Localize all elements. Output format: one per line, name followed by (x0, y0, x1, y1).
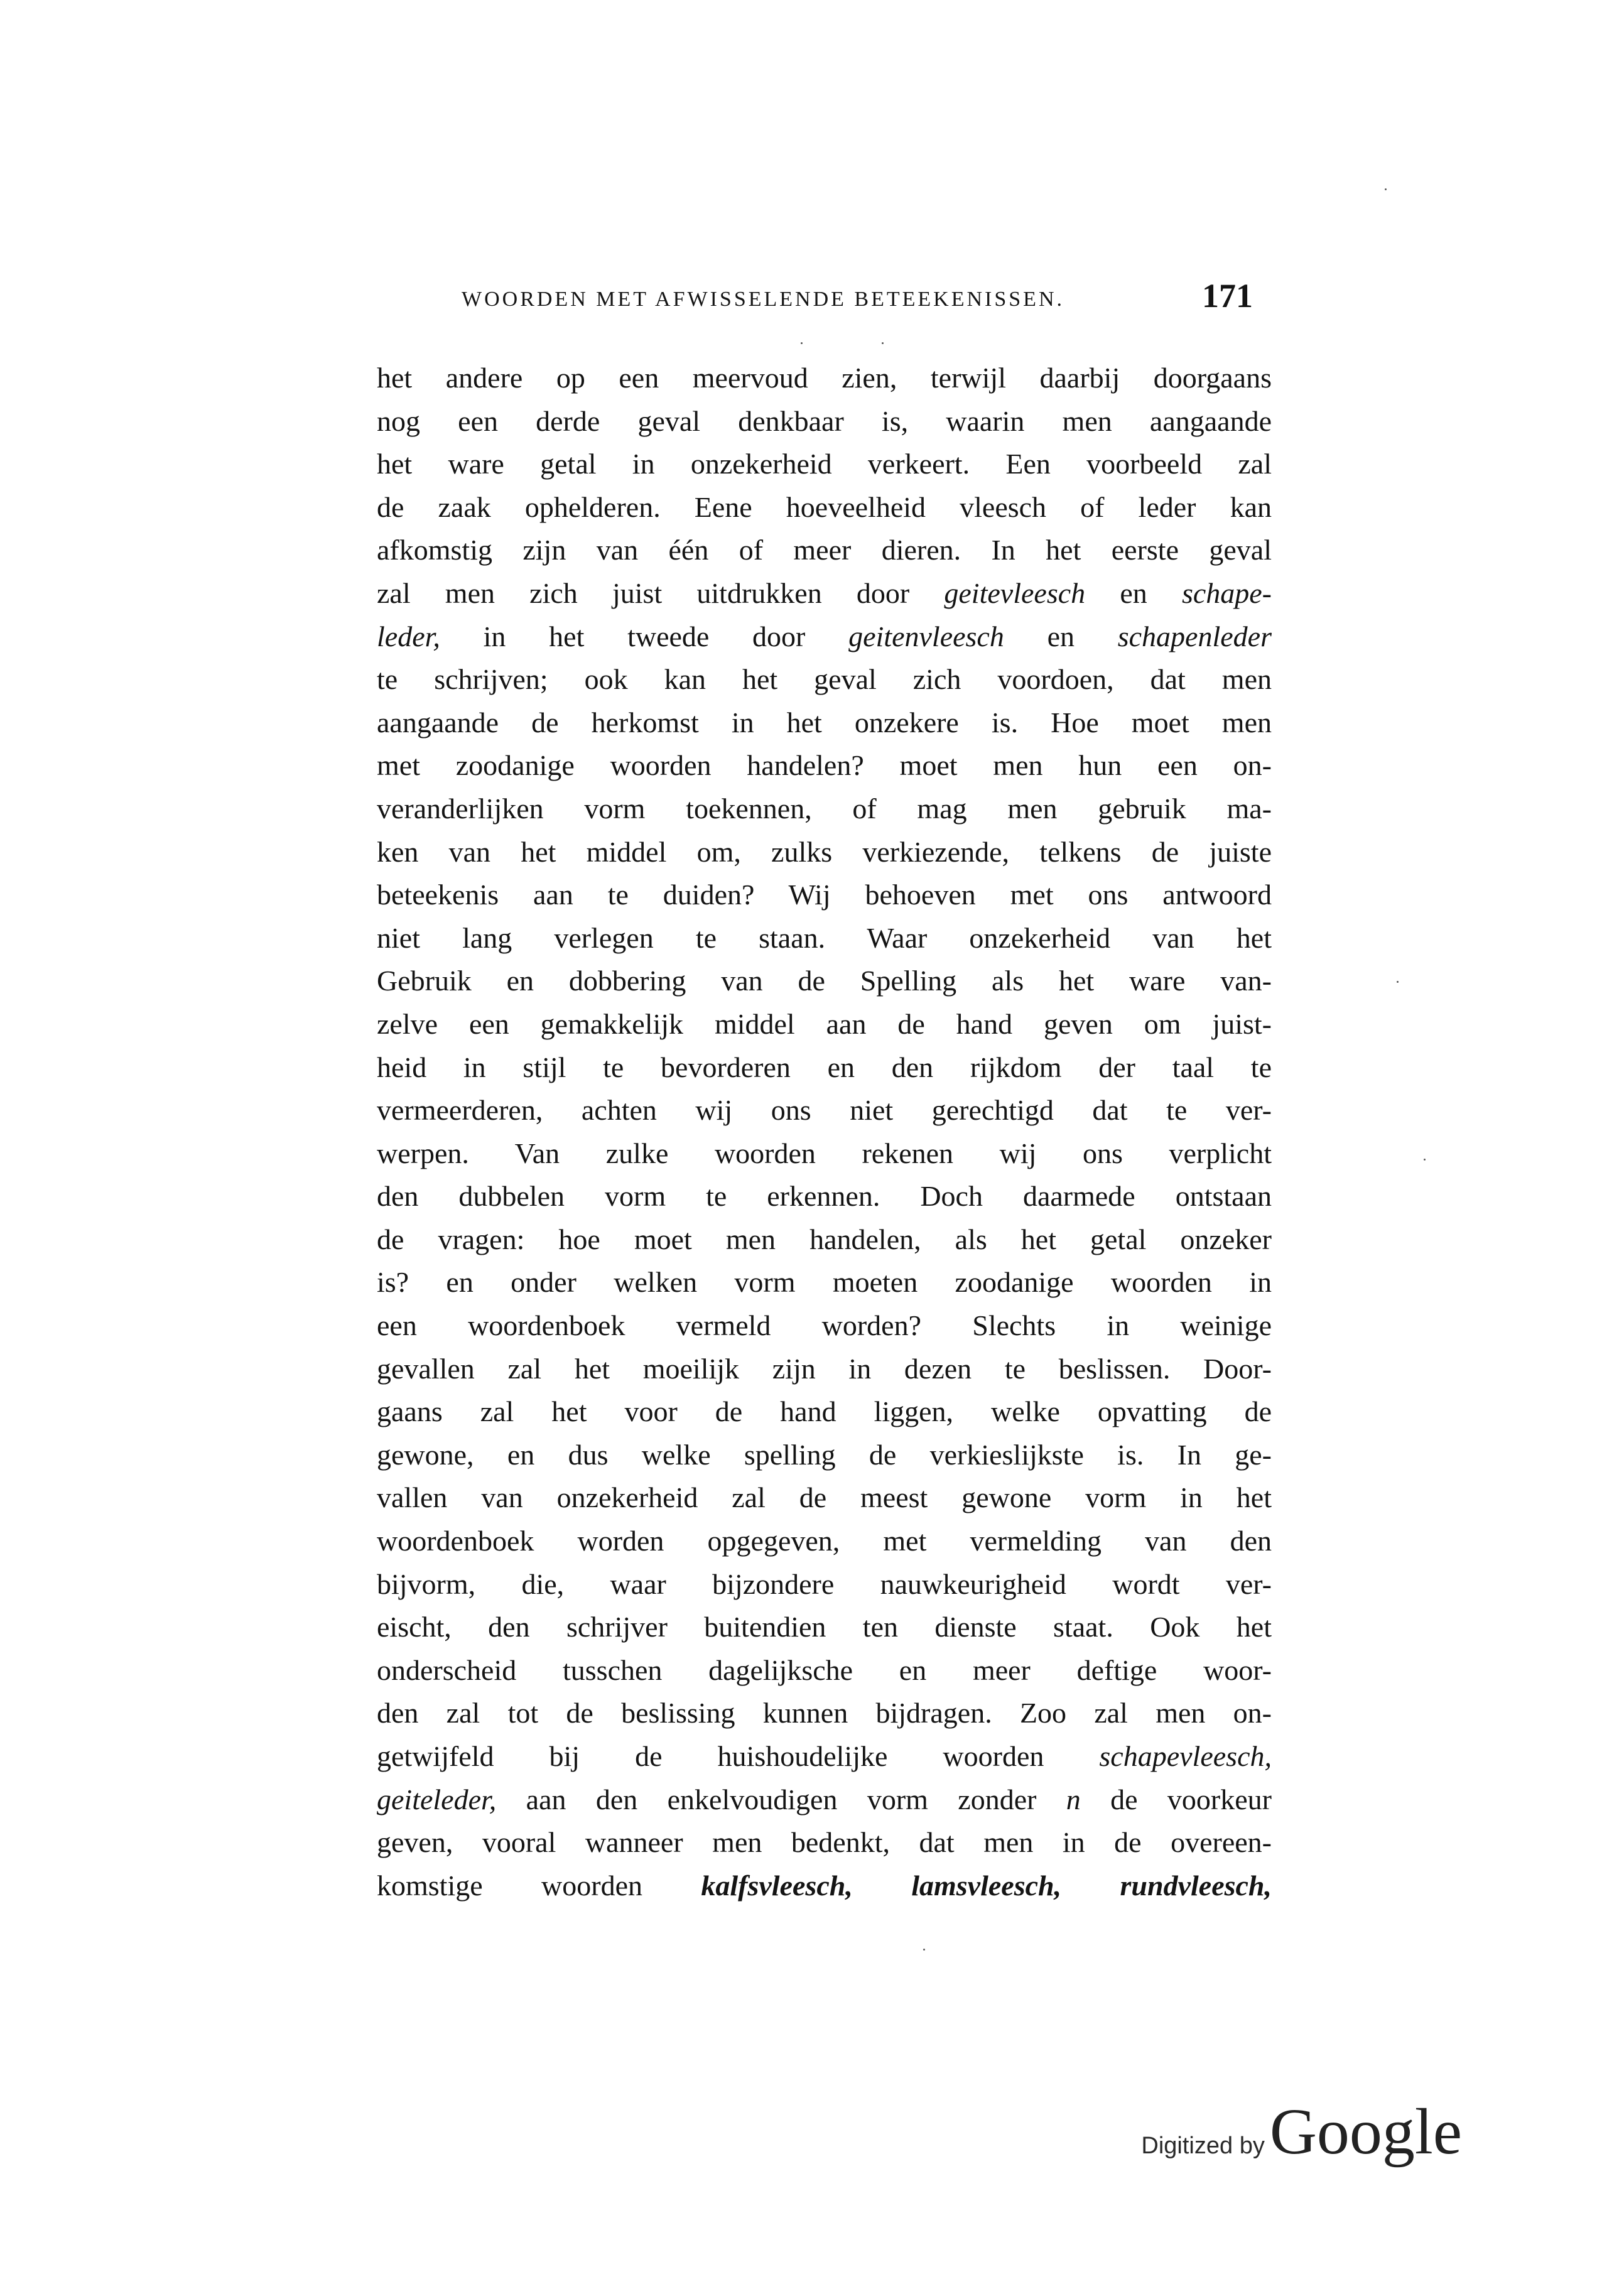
text-line: den zal tot de beslissing kunnen bijdragen. Zoo zal men on- (377, 1697, 1272, 1729)
scan-speck (923, 1949, 925, 1951)
text-line: den dubbelen vorm te erkennen. Doch daarmede ontstaan (377, 1180, 1272, 1213)
italic-term: schapevleesch, (1099, 1740, 1272, 1772)
text-line: niet lang verlegen te staan. Waar onzekerheid van het (377, 921, 1272, 954)
scan-speck (882, 342, 884, 344)
running-title: WOORDEN MET AFWISSELENDE BETEEKENISSEN. (462, 288, 1064, 311)
text-line: de zaak ophelderen. Eene hoeveelheid vleesch of leder kan (377, 490, 1272, 523)
italic-term: schapenleder (1117, 620, 1272, 652)
text-line: gevallen zal het moeilijk zijn in dezen te beslissen. Door- (377, 1352, 1272, 1385)
text-line: eischt, den schrijver buitendien ten dienste staat. Ook het (377, 1611, 1272, 1643)
text-line: is? en onder welken vorm moeten zoodanige woorden in (377, 1266, 1272, 1299)
text-line: gewone, en dus welke spelling de verkieslijkste is. In ge- (377, 1438, 1272, 1471)
text-line: werpen. Van zulke woorden rekenen wij ons verplicht (377, 1137, 1272, 1169)
text-line: het andere op een meervoud zien, terwijl daarbij doorgaans (377, 362, 1272, 394)
text-line: leder, in het tweede door geitenvleesch en schapenleder (377, 620, 1272, 652)
scan-speck (1397, 981, 1399, 983)
text-line: geiteleder, aan den enkelvoudigen vorm zonder n de voorkeur (377, 1783, 1272, 1816)
digitized-by-google-stamp (1141, 2094, 1462, 2169)
scan-speck (801, 342, 803, 344)
text-line: heid in stijl te bevorderen en den rijkdom der taal te (377, 1051, 1272, 1083)
text-line: bijvorm, die, waar bijzondere nauwkeurigheid wordt ver- (377, 1567, 1272, 1600)
text-line: Gebruik en dobbering van de Spelling als het ware van- (377, 965, 1272, 997)
text-line: de vragen: hoe moet men handelen, als het getal onzeker (377, 1223, 1272, 1255)
text-line: beteekenis aan te duiden? Wij behoeven met ons antwoord (377, 879, 1272, 911)
scan-speck (1424, 1159, 1426, 1161)
text-line: een woordenboek vermeld worden? Slechts in weinige (377, 1309, 1272, 1342)
text-line: nog een derde geval denkbaar is, waarin men aangaande (377, 404, 1272, 437)
bold-italic-term: rundvleesch, (1120, 1869, 1272, 1902)
text-line: afkomstig zijn van één of meer dieren. In het eerste geval (377, 534, 1272, 566)
text-line: gaans zal het voor de hand liggen, welke opvatting de (377, 1395, 1272, 1428)
text-line: ken van het middel om, zulks verkiezende, telkens de juiste (377, 835, 1272, 868)
italic-term: leder, (377, 620, 440, 652)
page-number: 171 (1202, 277, 1253, 315)
text-line: geven, vooral wanneer men bedenkt, dat men in de overeen- (377, 1826, 1272, 1859)
italic-term: geiteleder, (377, 1783, 497, 1816)
text-line: met zoodanige woorden handelen? moet men hun een on- (377, 749, 1272, 782)
text-line: aangaande de herkomst in het onzekere is. Hoe moet men (377, 706, 1272, 739)
stamp-prefix: Digitized by (1141, 2133, 1265, 2159)
text-line: zal men zich juist uitdrukken door geitevleesch en schape- (377, 576, 1272, 609)
text-line: woordenboek worden opgegeven, met vermelding van den (377, 1525, 1272, 1557)
text-line: vallen van onzekerheid zal de meest gewone vorm in het (377, 1481, 1272, 1514)
text-line: het ware getal in onzekerheid verkeert. Een voorbeeld zal (377, 448, 1272, 480)
italic-term: geitenvleesch (848, 620, 1004, 652)
running-head (462, 276, 1253, 320)
text-line: getwijfeld bij de huishoudelijke woorden schapevleesch, (377, 1740, 1272, 1772)
text-line: komstige woorden kalfsvleesch, lamsvleesch, rundvleesch, (377, 1869, 1272, 1902)
text-line: vermeerderen, achten wij ons niet gerechtigd dat te ver- (377, 1094, 1272, 1127)
italic-term: schape- (1181, 576, 1272, 609)
text-line: te schrijven; ook kan het geval zich voordoen, dat men (377, 663, 1272, 696)
italic-term: geitevleesch (944, 576, 1086, 609)
google-wordmark: Google (1269, 2096, 1462, 2168)
text-line: zelve een gemakkelijk middel aan de hand geven om juist- (377, 1007, 1272, 1040)
italic-term: n (1066, 1783, 1081, 1816)
scan-speck (1385, 188, 1387, 190)
bold-italic-term: lamsvleesch, (911, 1869, 1062, 1902)
text-line: veranderlijken vorm toekennen, of mag men gebruik ma- (377, 792, 1272, 825)
text-line: onderscheid tusschen dagelijksche en meer deftige woor- (377, 1653, 1272, 1686)
bold-italic-term: kalfsvleesch, (701, 1869, 853, 1902)
body-text (377, 357, 1272, 1907)
